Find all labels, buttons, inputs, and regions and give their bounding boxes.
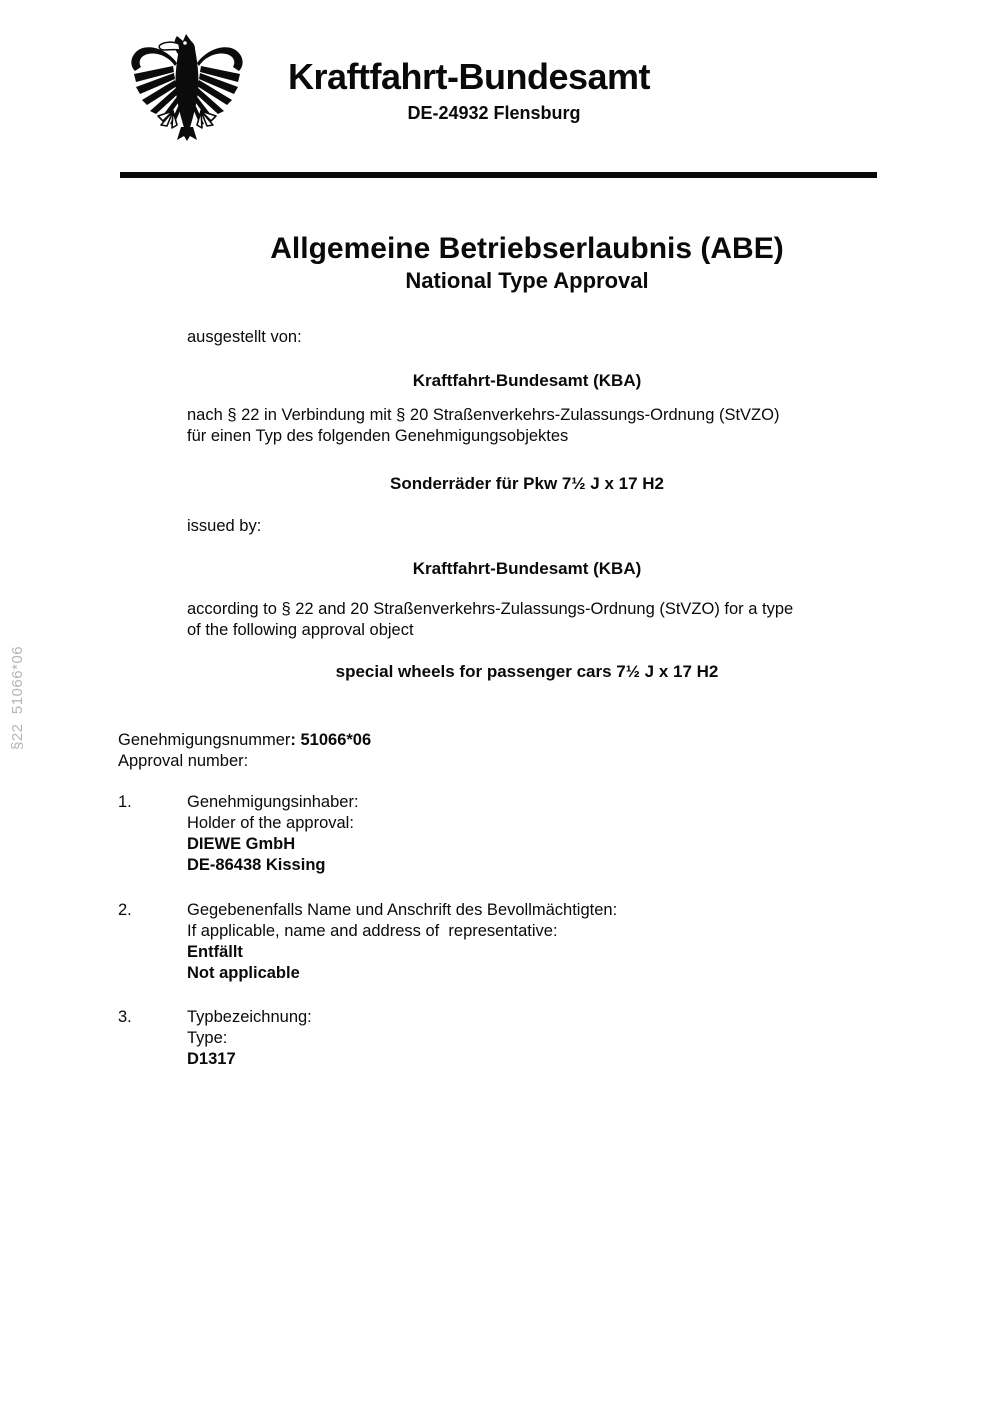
item3-label-de: Typbezeichnung: [187, 1008, 312, 1026]
legal-basis-de-line1: nach § 22 in Verbindung mit § 20 Straßenverkehrs-Zulassungs-Ordnung (StVZO) [187, 406, 780, 424]
approval-object-de: Sonderräder für Pkw 7½ J x 17 H2 [389, 474, 664, 493]
item2-label-en: If applicable, name and address of representative: [187, 922, 558, 940]
approval-number-line [118, 730, 371, 751]
item3-value-line1: D1317 [187, 1050, 236, 1068]
approval-number-value: : 51066*06 [290, 731, 372, 749]
item-content [187, 900, 617, 984]
item1-value-line2: DE-86438 Kissing [187, 856, 326, 874]
item3-label-en: Type: [187, 1029, 228, 1047]
document-title-de: Allgemeine Betriebserlaubnis (ABE) [270, 232, 784, 265]
agency-address: DE-24932 Flensburg [407, 103, 581, 123]
item1-label-de: Genehmigungsinhaber: [187, 793, 359, 811]
agency-eagle-logo [127, 33, 247, 143]
item-content [187, 792, 359, 876]
issued-by-label-en: issued by: [187, 517, 262, 535]
item1-label-en: Holder of the approval: [187, 814, 354, 832]
list-item-3 [118, 1007, 312, 1070]
agency-name: Kraftfahrt-Bundesamt [288, 56, 651, 97]
legal-basis-en-line1: according to § 22 and 20 Straßenverkehrs-Zulassungs-Ordnung (StVZO) for a type [187, 600, 794, 618]
item2-label-de: Gegebenenfalls Name und Anschrift des Bevollmächtigten: [187, 901, 618, 919]
approval-number-block [118, 730, 371, 772]
list-item-2 [118, 900, 617, 984]
authority-name-en: Kraftfahrt-Bundesamt (KBA) [412, 559, 642, 578]
authority-name-de: Kraftfahrt-Bundesamt (KBA) [412, 371, 642, 390]
legal-basis-en-line2: of the following approval object [187, 621, 414, 639]
item1-value-line1: DIEWE GmbH [187, 835, 296, 853]
item-number: 1. [118, 793, 132, 811]
approval-number-label-en: Approval number: [118, 752, 249, 770]
item-number: 3. [118, 1008, 132, 1026]
list-item-1 [118, 792, 359, 876]
item2-value-line2: Not applicable [187, 964, 300, 982]
side-watermark-text: §22 51066*06 [9, 645, 26, 750]
federal-eagle-icon [127, 33, 247, 143]
document-title [153, 231, 901, 295]
item-number: 2. [118, 901, 132, 919]
header-divider [120, 172, 877, 178]
legal-basis-de [187, 405, 779, 447]
legal-basis-en [187, 599, 793, 641]
item-content [187, 1007, 312, 1070]
item2-value-line1: Entfällt [187, 943, 243, 961]
issued-by-label-de: ausgestellt von: [187, 328, 302, 346]
approval-number-label-de: Genehmigungsnummer [118, 731, 291, 749]
approval-object-en: special wheels for passenger cars 7½ J x 17 H2 [335, 662, 719, 681]
legal-basis-de-line2: für einen Typ des folgenden Genehmigungsobjektes [187, 427, 569, 445]
document-title-en: National Type Approval [405, 268, 649, 293]
